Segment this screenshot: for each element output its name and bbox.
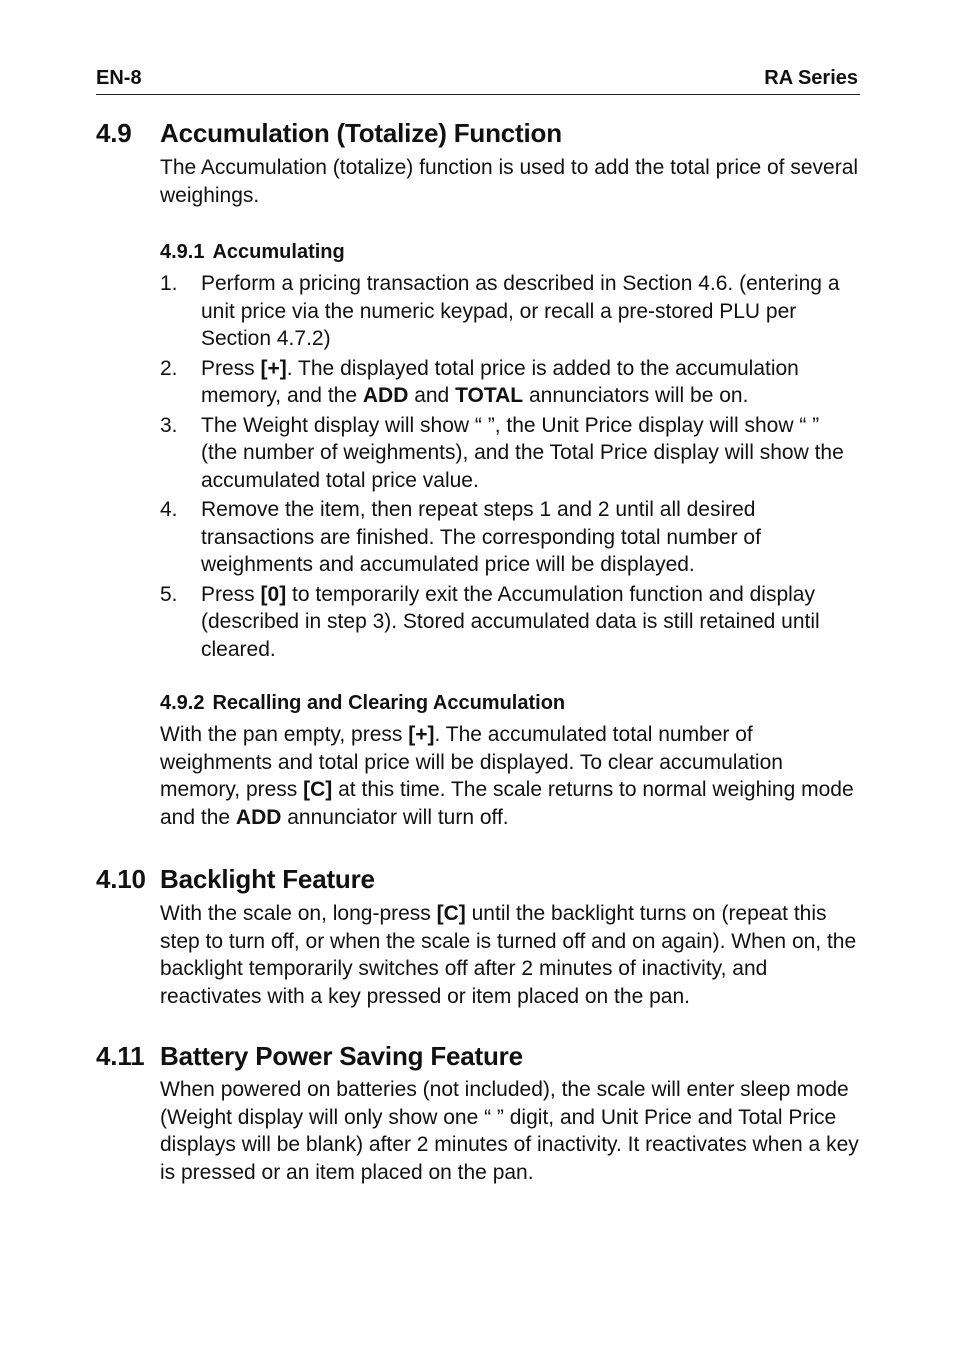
key-label: [+] bbox=[260, 356, 287, 380]
step-number: 1. bbox=[160, 272, 178, 295]
section-number: 4.11 bbox=[96, 1041, 145, 1071]
section-title: Backlight Feature bbox=[160, 864, 375, 894]
annunciator-label: TOTAL bbox=[455, 384, 524, 407]
list-item bbox=[160, 581, 860, 664]
backlight-paragraph bbox=[160, 900, 860, 1010]
step-text: to temporarily exit the Accumulation function and display (described in step 3). Stored accumulated data is still retained until cleared. bbox=[201, 582, 820, 661]
key-label: [+] bbox=[408, 723, 435, 746]
body-text: at this time. The scale returns to normal weighing mode and the bbox=[160, 778, 854, 829]
key-label: [C] bbox=[303, 778, 333, 801]
annunciator-label: ADD bbox=[362, 384, 409, 407]
section-number: 4.10 bbox=[96, 864, 146, 894]
step-text: and bbox=[408, 384, 456, 407]
section-title: Battery Power Saving Feature bbox=[160, 1041, 523, 1071]
step-text: Perform a pricing transaction as described in Section 4.6. (entering a unit price via the numeric keypad, or recall a pre-stored PLU per Section 4.7.2) bbox=[201, 272, 840, 350]
body-text: annunciator will turn off. bbox=[281, 805, 509, 829]
body-text: With the pan empty, press bbox=[160, 723, 409, 746]
subsection-number: 4.9.2 bbox=[160, 692, 205, 714]
subsection-title: Recalling and Clearing Accumulation bbox=[212, 692, 566, 714]
step-text: . The displayed total price is added to the accumulation memory, and the bbox=[201, 356, 799, 407]
step-text: Press bbox=[201, 582, 261, 606]
list-item bbox=[160, 496, 860, 579]
section-4-9-1-heading bbox=[160, 241, 345, 264]
subsection-number: 4.9.1 bbox=[160, 241, 205, 263]
battery-saving-paragraph: When powered on batteries (not included), the scale will enter sleep mode (Weight display will only show one “ ” digit, and Unit Price and Total Price displays will be blank) after 2 minutes of inactivity. It reactivates when a key is pressed or an item placed on the pan. bbox=[160, 1078, 859, 1184]
step-text: The Weight display will show “ ”, the Unit Price display will show “ ” (the number of weighments), and the Total Price display will show the accumulated total price value. bbox=[201, 413, 844, 492]
key-label: [0] bbox=[260, 582, 287, 606]
section-title: Accumulation (Totalize) Function bbox=[160, 118, 562, 148]
step-text: Remove the item, then repeat steps 1 and 2 until all desired transactions are finished. The corresponding total number of weighments and accumulated price will be displayed. bbox=[201, 498, 761, 576]
list-item bbox=[160, 355, 860, 410]
section-number: 4.9 bbox=[96, 118, 132, 148]
section-4-9-intro: The Accumulation (totalize) function is used to add the total price of several weighings. bbox=[160, 156, 859, 207]
section-4-9-2-heading bbox=[160, 692, 565, 715]
step-number: 3. bbox=[160, 413, 178, 437]
list-item bbox=[160, 270, 860, 353]
body-text: until the backlight turns on (repeat this step to turn off, or when the scale is turned off and on again). When on, the backlight temporarily switches off after 2 minutes of inactivity, and reactivates with a key pressed or item placed on the pan. bbox=[160, 902, 857, 1008]
step-number: 2. bbox=[160, 356, 178, 380]
section-4-9-heading bbox=[96, 118, 562, 149]
section-4-11-heading bbox=[96, 1041, 523, 1072]
recall-clear-paragraph bbox=[160, 721, 860, 831]
step-number: 4. bbox=[160, 498, 178, 521]
body-text: . The accumulated total number of weighments and total price will be displayed. To clear accumulation memory, press bbox=[160, 723, 783, 801]
step-text: annunciators will be on. bbox=[523, 384, 749, 407]
step-text: Press bbox=[201, 356, 261, 380]
list-item bbox=[160, 412, 860, 495]
page-number: EN-8 bbox=[96, 67, 142, 89]
subsection-title: Accumulating bbox=[212, 241, 345, 263]
body-text: With the scale on, long-press bbox=[160, 902, 437, 925]
key-label: [C] bbox=[436, 902, 466, 925]
series-name: RA Series bbox=[764, 67, 858, 89]
step-number: 5. bbox=[160, 582, 178, 606]
section-4-10-heading bbox=[96, 864, 375, 895]
annunciator-label: ADD bbox=[235, 805, 282, 829]
accumulating-steps bbox=[160, 270, 860, 665]
page-header bbox=[96, 64, 860, 95]
